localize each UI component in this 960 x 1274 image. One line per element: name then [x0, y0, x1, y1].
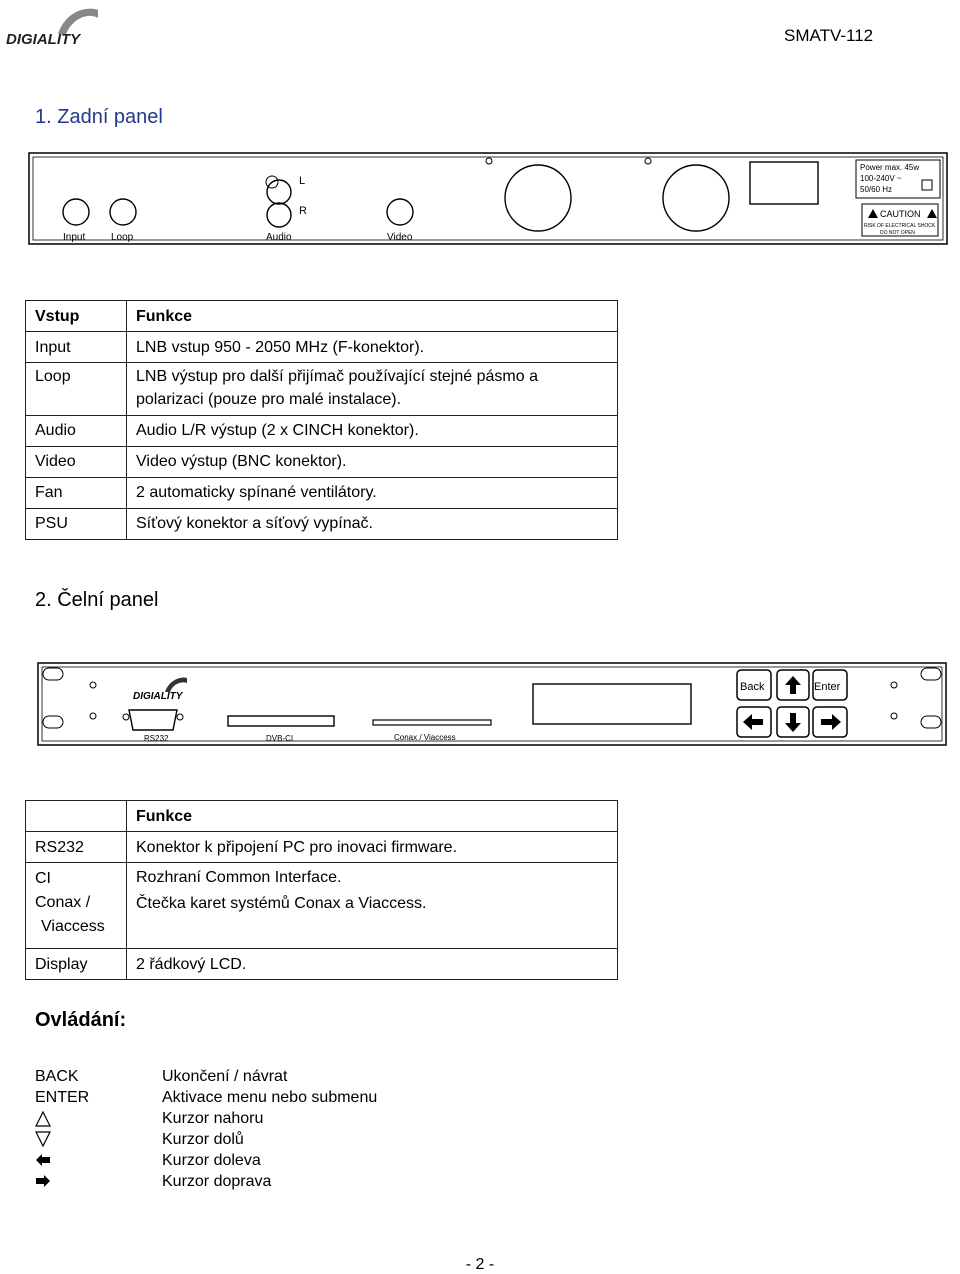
- table-cell: Fan: [26, 478, 127, 509]
- controls-descriptions: [162, 1066, 562, 1192]
- key-back: BACK: [35, 1068, 79, 1085]
- svg-text:R: R: [299, 205, 307, 217]
- rear-panel-table: [25, 300, 618, 540]
- svg-text:CAUTION: CAUTION: [880, 209, 921, 219]
- desc-down: Kurzor dolů: [162, 1131, 244, 1148]
- front-panel-diagram: [37, 662, 949, 748]
- conax-func: Čtečka karet systémů Conax a Viaccess.: [136, 895, 427, 912]
- svg-text:Loop: Loop: [111, 232, 134, 243]
- svg-text:Back: Back: [740, 681, 765, 693]
- down-triangle-icon: [35, 1131, 51, 1147]
- table-cell: Input: [26, 332, 127, 363]
- svg-text:DVB-CI: DVB-CI: [266, 734, 294, 743]
- table-cell: [26, 863, 127, 949]
- desc-enter: Aktivace menu nebo submenu: [162, 1089, 378, 1106]
- table-header-cell: Vstup: [26, 301, 127, 332]
- table-cell: Audio: [26, 416, 127, 447]
- table-cell: [127, 863, 618, 949]
- svg-text:50/60 Hz: 50/60 Hz: [860, 185, 893, 194]
- table-cell: Audio L/R výstup (2 x CINCH konektor).: [127, 416, 618, 447]
- svg-text:L: L: [299, 175, 306, 187]
- table-cell: Konektor k připojení PC pro inovaci firmware.: [127, 832, 618, 863]
- ci-func: Rozhraní Common Interface.: [136, 869, 342, 886]
- table-header-cell: Funkce: [127, 801, 618, 832]
- svg-text:Power max. 45w: Power max. 45w: [860, 163, 920, 172]
- table-cell: LNB vstup 950 - 2050 MHz (F-konektor).: [127, 332, 618, 363]
- svg-text:DO NOT OPEN: DO NOT OPEN: [880, 230, 915, 236]
- section-title-rear-panel: 1. Zadní panel: [35, 106, 163, 128]
- table-cell: Video: [26, 447, 127, 478]
- svg-text:Input: Input: [63, 232, 86, 243]
- desc-left: Kurzor doleva: [162, 1152, 261, 1169]
- svg-text:Audio: Audio: [266, 232, 292, 243]
- conax-label: Conax /: [35, 894, 91, 911]
- controls-keys: [35, 1066, 155, 1192]
- table-cell: Video výstup (BNC konektor).: [127, 447, 618, 478]
- ci-label: CI: [35, 870, 51, 887]
- controls-title: Ovládání:: [35, 1009, 127, 1031]
- table-header-cell: Funkce: [127, 301, 618, 332]
- up-triangle-icon: [35, 1111, 51, 1127]
- model-name: SMATV-112: [784, 26, 874, 45]
- page-number: - 2 -: [465, 1256, 495, 1273]
- rear-panel-diagram: [28, 152, 950, 247]
- table-cell: Loop: [26, 363, 127, 416]
- svg-text:RS232: RS232: [144, 734, 169, 743]
- right-arrow-icon: [35, 1174, 51, 1188]
- table-cell: PSU: [26, 509, 127, 540]
- svg-text:DIGIALITY: DIGIALITY: [6, 31, 81, 46]
- svg-text:RISK OF ELECTRICAL SHOCK: RISK OF ELECTRICAL SHOCK: [864, 223, 936, 229]
- table-cell: RS232: [26, 832, 127, 863]
- svg-text:DIGIALITY: DIGIALITY: [133, 691, 183, 702]
- svg-text:Video: Video: [387, 232, 413, 243]
- svg-text:Conax / Viaccess: Conax / Viaccess: [394, 733, 456, 742]
- table-cell: Display: [26, 949, 127, 980]
- table-cell: LNB výstup pro další přijímač používající stejné pásmo a polarizaci (pouze pro malé instalace).: [127, 363, 618, 416]
- desc-up: Kurzor nahoru: [162, 1110, 264, 1127]
- desc-back: Ukončení / návrat: [162, 1068, 288, 1085]
- digiality-logo: [6, 4, 106, 46]
- key-enter: ENTER: [35, 1089, 90, 1106]
- desc-right: Kurzor doprava: [162, 1173, 272, 1190]
- svg-text:Enter: Enter: [814, 681, 841, 693]
- section-title-front-panel: 2. Čelní panel: [35, 589, 159, 611]
- table-cell: 2 automaticky spínané ventilátory.: [127, 478, 618, 509]
- svg-text:100-240V ~: 100-240V ~: [860, 174, 902, 183]
- table-cell: 2 řádkový LCD.: [127, 949, 618, 980]
- table-header-cell: [26, 801, 127, 832]
- front-panel-table: [25, 800, 618, 980]
- left-arrow-icon: [35, 1153, 51, 1167]
- viaccess-label: Viaccess: [41, 918, 105, 935]
- table-cell: Síťový konektor a síťový vypínač.: [127, 509, 618, 540]
